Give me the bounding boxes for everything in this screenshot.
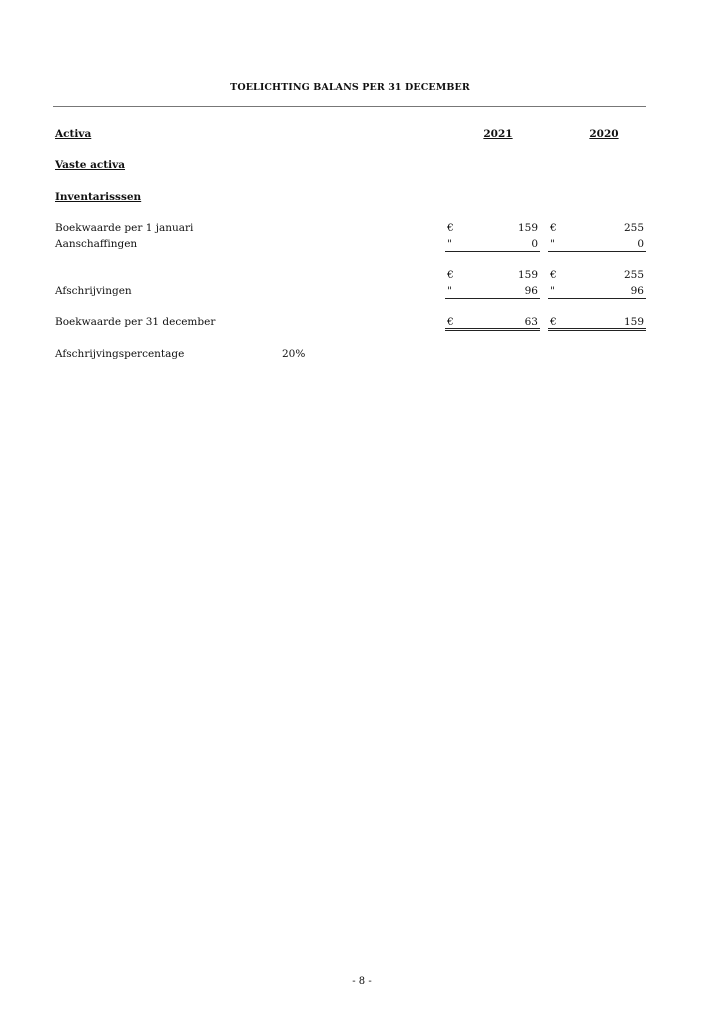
ditto-acquisitions-2020: " <box>550 238 555 250</box>
year-header-2020: 2020 <box>589 128 619 140</box>
ditto-depreciation-2020: " <box>550 285 555 297</box>
row-label-opening: Boekwaarde per 1 januari <box>55 222 194 234</box>
value-closing-2020: 159 <box>623 316 644 328</box>
underline-acquisitions-2021 <box>445 251 540 252</box>
currency-opening-2020: € <box>550 222 557 234</box>
ditto-acquisitions-2021: " <box>447 238 452 250</box>
page-title: TOELICHTING BALANS PER 31 DECEMBER <box>230 82 470 93</box>
value-opening-2021: 159 <box>517 222 538 234</box>
currency-closing-2020: € <box>550 316 557 328</box>
ditto-depreciation-2021: " <box>447 285 452 297</box>
depreciation-rate-label: Afschrijvingspercentage <box>55 348 185 360</box>
value-acquisitions-2020: 0 <box>637 238 644 250</box>
underline-depreciation-2021 <box>445 298 540 299</box>
value-closing-2021: 63 <box>524 316 538 328</box>
value-depreciation-2021: 96 <box>524 285 538 297</box>
value-subtotal-2021: 159 <box>517 269 538 281</box>
row-label-closing: Boekwaarde per 31 december <box>55 316 216 328</box>
section-heading-fixed-assets: Vaste activa <box>55 159 126 171</box>
underline-depreciation-2020 <box>548 298 646 299</box>
currency-closing-2021: € <box>447 316 454 328</box>
currency-subtotal-2020: € <box>550 269 557 281</box>
section-heading-inventory: Inventarisssen <box>55 191 142 203</box>
double-underline-closing-2020 <box>548 328 646 331</box>
title-divider <box>53 106 646 107</box>
row-label-acquisitions: Aanschaffingen <box>55 238 138 250</box>
currency-subtotal-2021: € <box>447 269 454 281</box>
underline-acquisitions-2020 <box>548 251 646 252</box>
double-underline-closing-2021 <box>445 328 540 331</box>
currency-opening-2021: € <box>447 222 454 234</box>
value-acquisitions-2021: 0 <box>531 238 538 250</box>
row-label-depreciation: Afschrijvingen <box>55 285 132 297</box>
value-subtotal-2020: 255 <box>623 269 644 281</box>
depreciation-rate-value: 20% <box>282 348 306 360</box>
value-opening-2020: 255 <box>623 222 644 234</box>
section-heading-activa: Activa <box>55 128 92 140</box>
value-depreciation-2020: 96 <box>630 285 644 297</box>
page-number: - 8 - <box>352 976 372 987</box>
year-header-2021: 2021 <box>483 128 513 140</box>
